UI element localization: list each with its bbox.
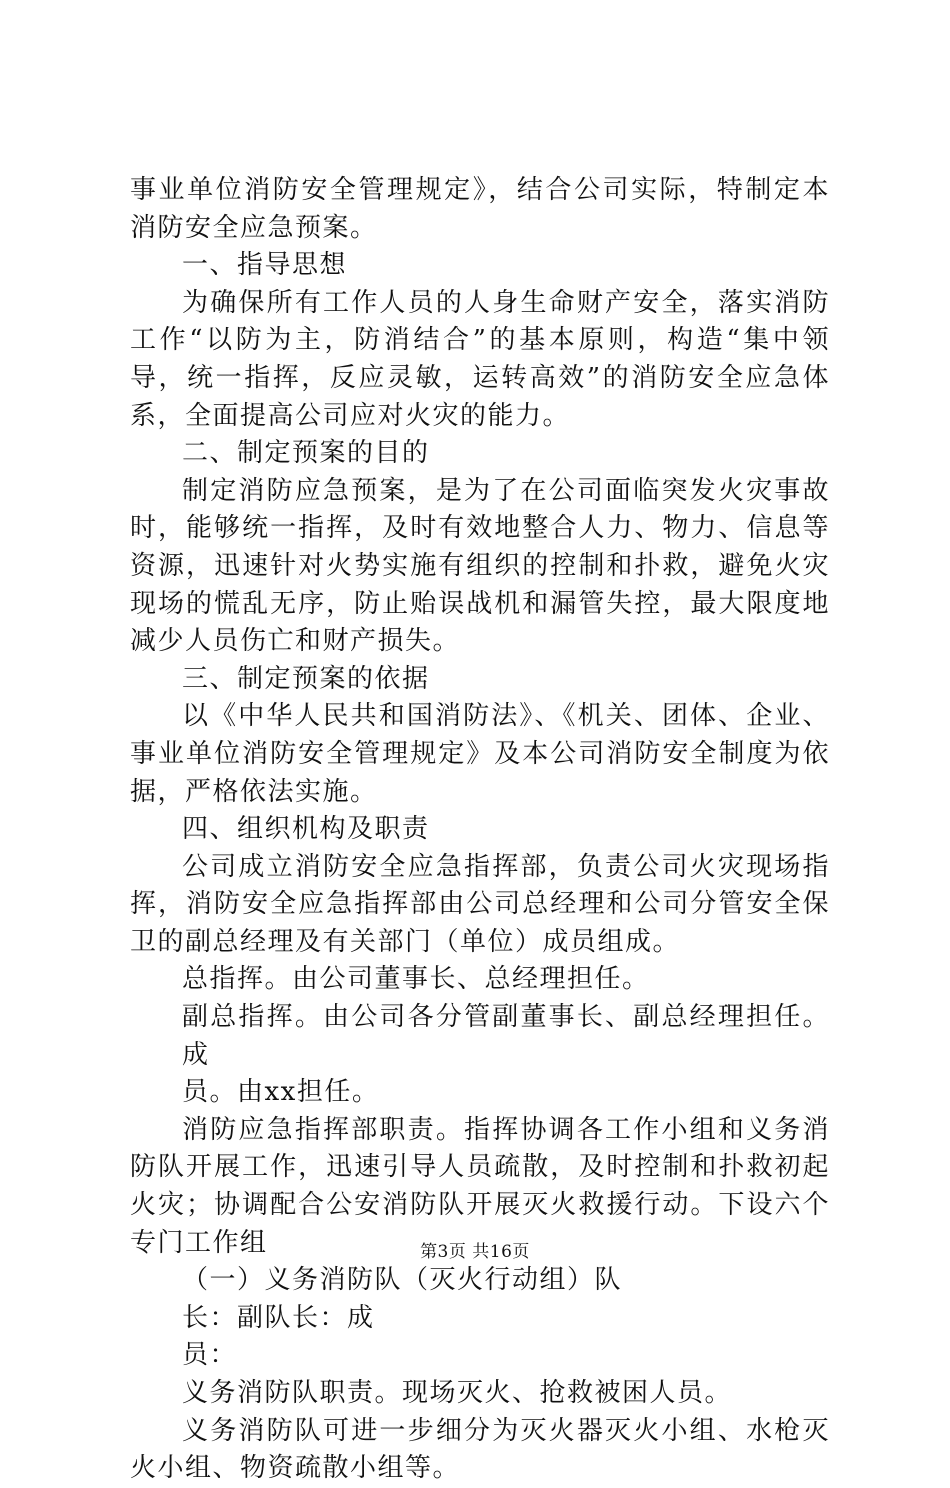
page-footer: 第3页 共16页	[420, 1242, 530, 1262]
paragraph-command-duties: 消防应急指挥部职责。指挥协调各工作小组和义务消防队开展工作，迅速引导人员疏散，及时控制和扑救初起火灾；协调配合公安消防队开展灭火救援行动。下设六个专门工作组	[130, 1114, 830, 1258]
section-heading-plan-purpose: 二、制定预案的目的	[182, 438, 430, 469]
paragraph-intro-continuation: 事业单位消防安全管理规定》，结合公司实际，特制定本消防安全应急预案。	[130, 175, 830, 243]
line-brigade-duties: 义务消防队职责。现场灭火、抢救被困人员。	[182, 1378, 733, 1408]
paragraph-plan-basis: 以《中华人民共和国消防法》、《机关、团体、企业、事业单位消防安全管理规定》及本公司消防安全制度为依据，严格依法实施。	[130, 701, 830, 807]
line-commander: 总指挥。由公司董事长、总经理担任。	[182, 964, 650, 995]
line-fire-brigade-heading: （一）义务消防队（灭火行动组）队	[182, 1265, 623, 1296]
line-brigade-members: 员：	[182, 1340, 238, 1371]
section-heading-guiding-ideology: 一、指导思想	[182, 250, 348, 281]
paragraph-plan-purpose: 制定消防应急预案，是为了在公司面临突发火灾事故时，能够统一指挥，及时有效地整合人力、物力、信息等资源，迅速针对火势实施有组织的控制和扑救，避免火灾现场的慌乱无序，防止贻误战机和漏管失控，最大限度地减少人员伤亡和财产损失。	[130, 475, 830, 657]
line-deputy-commander: 副总指挥。由公司各分管副董事长、副总经理担任。成	[182, 1002, 830, 1070]
section-heading-organization: 四、组织机构及职责	[182, 814, 430, 845]
document-body	[130, 172, 830, 1488]
section-heading-plan-basis: 三、制定预案的依据	[182, 663, 430, 694]
paragraph-brigade-subgroups: 义务消防队可进一步细分为灭火器灭火小组、水枪灭火小组、物资疏散小组等。	[130, 1415, 830, 1484]
paragraph-guiding-ideology: 为确保所有工作人员的人身生命财产安全，落实消防工作“以防为主，防消结合”的基本原则，构造“集中领导，统一指挥，反应灵敏，运转高效”的消防安全应急体系，全面提高公司应对火灾的能力。	[130, 287, 830, 431]
line-brigade-leaders: 长：副队长：成	[182, 1302, 375, 1333]
paragraph-organization: 公司成立消防安全应急指挥部，负责公司火灾现场指挥，消防安全应急指挥部由公司总经理和公司分管安全保卫的副总经理及有关部门（单位）成员组成。	[130, 851, 830, 957]
line-members: 员。由xx担任。	[182, 1077, 380, 1108]
